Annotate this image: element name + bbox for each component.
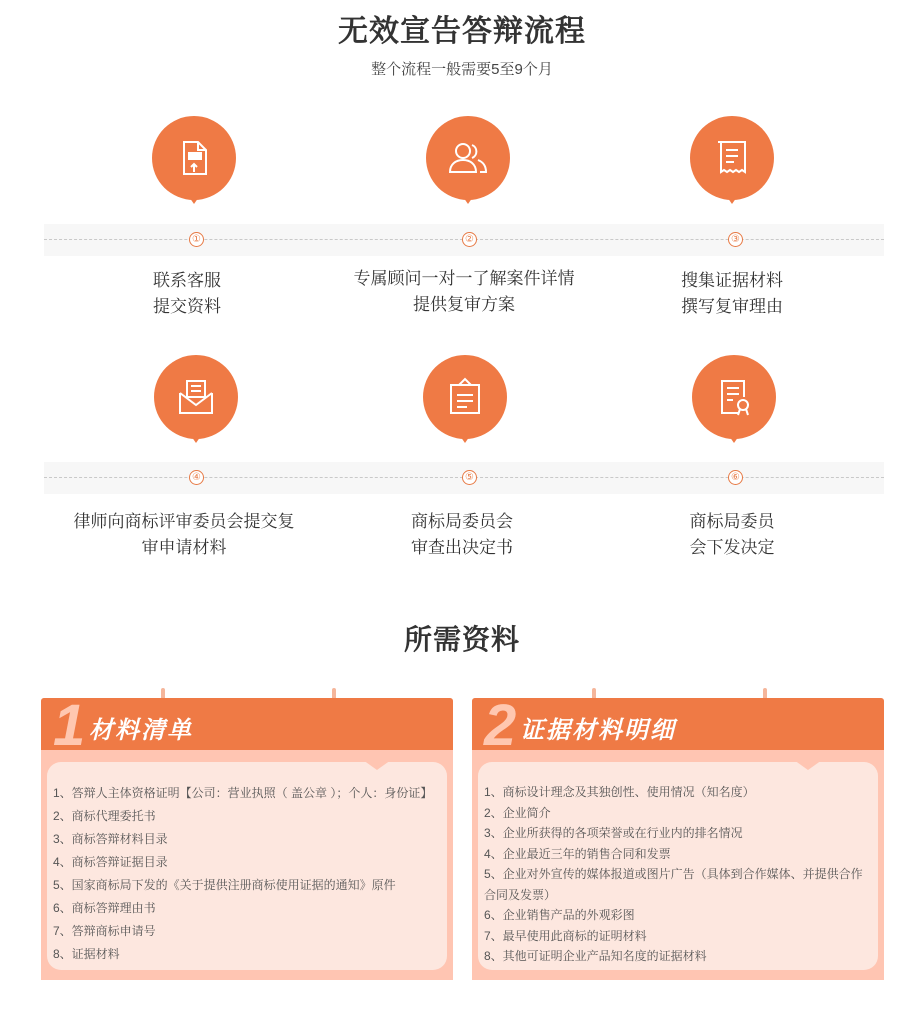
envelope-icon xyxy=(154,355,238,439)
step-label: 搜集证据材料 撰写复审理由 xyxy=(681,271,783,316)
step-number: ② xyxy=(462,232,477,247)
list-item: 6、商标答辩理由书 xyxy=(53,901,156,915)
step-number: ① xyxy=(189,232,204,247)
card-number: 1 xyxy=(53,693,86,758)
step-label: 专属顾问一对一了解案件详情 提供复审方案 xyxy=(353,269,575,314)
receipt-icon xyxy=(690,116,774,200)
list-item: 8、证据材料 xyxy=(53,947,120,961)
card-header xyxy=(41,693,453,758)
step-number: ④ xyxy=(189,470,204,485)
list-item: 5、国家商标局下发的《关于提供注册商标使用证据的通知》原件 xyxy=(53,878,396,892)
list-item: 6、企业销售产品的外观彩图 xyxy=(484,908,635,922)
list-item: 1、答辩人主体资格证明【公司：营业执照（ 盖公章 ）；个人：身份证】 xyxy=(53,786,433,800)
certificate-icon xyxy=(692,355,776,439)
list-item: 2、企业简介 xyxy=(484,805,551,820)
timeline-band-2 xyxy=(44,462,884,494)
list-item: 4、企业最近三年的销售合同和发票 xyxy=(484,846,671,861)
list-item: 1、商标设计理念及其独创性、使用情况（知名度） xyxy=(484,785,755,799)
step-label: 商标局委员会 审查出决定书 xyxy=(411,512,513,557)
card-number: 2 xyxy=(484,693,517,758)
process-subtitle: 整个流程一般需要5至9个月 xyxy=(371,61,553,78)
card-notch xyxy=(794,760,822,770)
timeline-band-1 xyxy=(44,224,884,256)
file-list-icon xyxy=(423,355,507,439)
list-item: 5、企业对外宣传的媒体报道或图片广告（具体到合作媒体、并提供合作合同及发票） xyxy=(484,867,863,902)
list-item: 4、商标答辩证据目录 xyxy=(53,855,168,869)
step-label: 商标局委员 会下发决定 xyxy=(689,512,775,557)
card-header xyxy=(472,693,884,758)
materials-card xyxy=(41,693,453,980)
users-icon xyxy=(426,116,510,200)
materials-list xyxy=(53,782,439,966)
step-label: 联系客服 提交资料 xyxy=(153,271,221,316)
card-title: 证据材料明细 xyxy=(520,717,676,744)
step-number: ③ xyxy=(728,232,743,247)
list-item: 7、答辩商标申请号 xyxy=(53,924,156,938)
evidence-list xyxy=(484,782,870,967)
evidence-card xyxy=(472,693,884,980)
list-item: 2、商标代理委托书 xyxy=(53,809,156,823)
process-title: 无效宣告答辩流程 xyxy=(338,15,586,48)
step-number: ⑤ xyxy=(462,470,477,485)
list-item: 8、其他可证明企业产品知名度的证据材料 xyxy=(484,949,707,963)
materials-title: 所需资料 xyxy=(403,624,520,655)
document-upload-icon xyxy=(152,116,236,200)
card-notch xyxy=(363,760,391,770)
card-title: 材料清单 xyxy=(89,717,193,744)
list-item: 7、最早使用此商标的证明材料 xyxy=(484,928,647,943)
list-item: 3、商标答辩材料目录 xyxy=(53,832,168,846)
step-label: 律师向商标评审委员会提交复 审申请材料 xyxy=(73,512,295,557)
step-number: ⑥ xyxy=(728,470,743,485)
list-item: 3、企业所获得的各项荣誉或在行业内的排名情况 xyxy=(484,826,743,840)
